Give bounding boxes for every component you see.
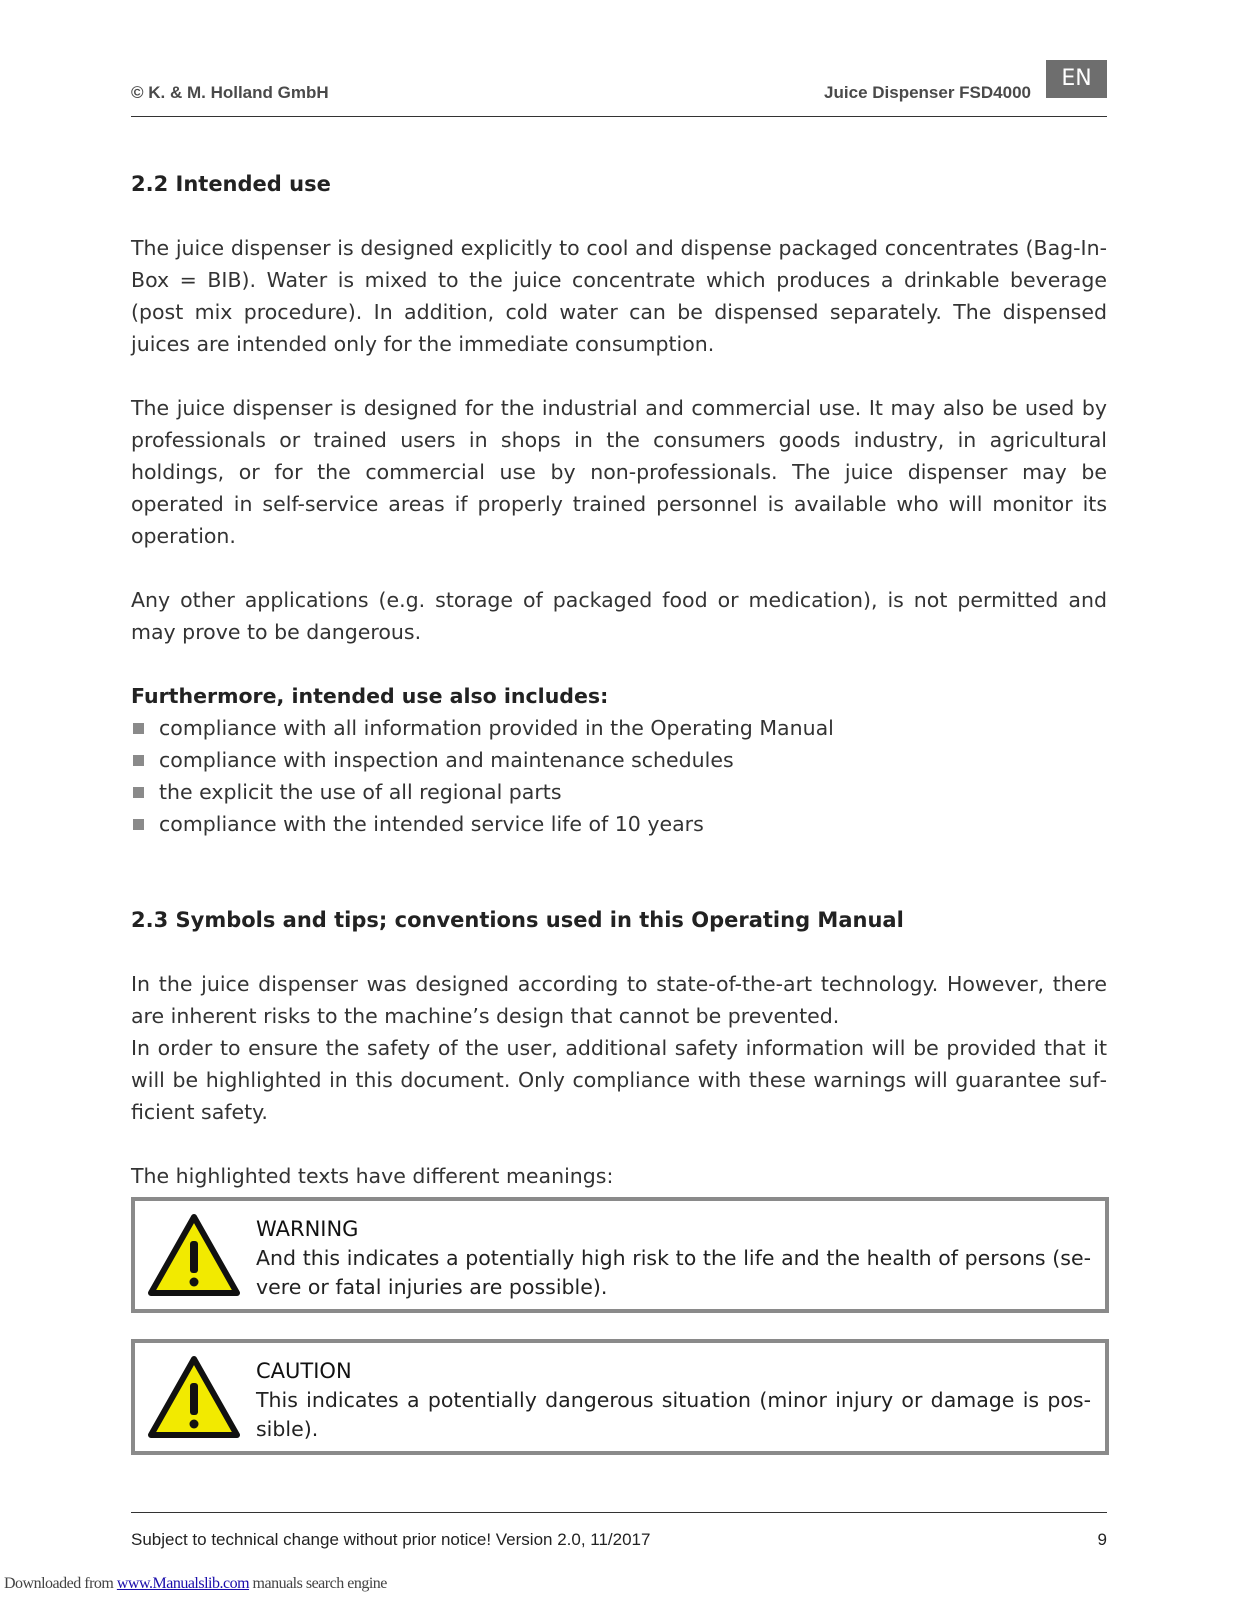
copyright-text: © K. & M. Holland GmbH — [131, 83, 329, 102]
caution-box — [131, 1339, 1109, 1455]
paragraph: The highlighted texts have different meanings: — [131, 1164, 614, 1188]
page-content — [131, 168, 1107, 1192]
paragraph: In the juice dispenser was designed according to state-of-the-art technology. However, there are inherent risks to the machine’s design that cannot be prevented. — [131, 972, 1107, 1028]
language-badge: EN — [1046, 60, 1107, 98]
page-header — [131, 60, 1107, 117]
paragraph: The juice dispenser is designed explicitly to cool and dispense packaged concentrates (Bag-In-Box = BIB). Water is mixed to the juice concentrate which produces a drinkable beverage (post mix procedure). In addition, cold water can be dispensed separately. The dispensed juices are intended only for the immediate consumption. — [131, 236, 1107, 356]
list-item: compliance with the intended service life of 10 years — [131, 808, 1107, 840]
paragraph: Any other applications (e.g. storage of packaged food or medication), is not permitted and may prove to be dangerous. — [131, 588, 1107, 644]
caution-title: CAUTION — [256, 1359, 352, 1383]
warning-box — [131, 1197, 1109, 1313]
includes-title: Furthermore, intended use also includes: — [131, 684, 609, 708]
paragraph: The juice dispenser is designed for the industrial and commercial use. It may also be used by professionals or trained users in shops in the consumers goods industry, in agricultural holdings, or for the commercial use by non-professionals. The juice dispenser may be operated in self-service areas if properly trained personnel is available who will monitor its operation. — [131, 396, 1107, 548]
caution-body: This indicates a potentially dangerous situation (minor injury or damage is possible). — [256, 1388, 1091, 1441]
square-bullet-icon — [133, 819, 144, 830]
square-bullet-icon — [133, 755, 144, 766]
warning-triangle-icon — [147, 1213, 241, 1297]
download-credit: Downloaded from www.Manualslib.com manuals search engine — [4, 1575, 387, 1592]
footer-note: Subject to technical change without prior notice! Version 2.0, 11/2017 — [131, 1530, 651, 1549]
section-heading-symbols: 2.3 Symbols and tips; conventions used in this Operating Manual — [131, 908, 904, 932]
page-number: 9 — [1097, 1530, 1107, 1549]
paragraph: In order to ensure the safety of the user, additional safety information will be provided that it will be highlighted in this document. Only compliance with these warnings will guarantee sufficient safety. — [131, 1036, 1107, 1124]
square-bullet-icon — [133, 787, 144, 798]
list-item: compliance with inspection and maintenance schedules — [131, 744, 1107, 776]
footer-divider — [131, 1512, 1107, 1513]
manualslib-link[interactable]: www.Manualslib.com — [116, 1575, 250, 1592]
document-title: Juice Dispenser FSD4000 — [824, 83, 1031, 102]
warning-body: And this indicates a potentially high risk to the life and the health of persons (severe or fatal injuries are possible). — [256, 1246, 1091, 1299]
list-item: compliance with all information provided in the Operating Manual — [131, 712, 1107, 744]
warning-triangle-icon — [147, 1355, 241, 1439]
bullet-list — [131, 712, 1107, 840]
list-item: the explicit the use of all regional parts — [131, 776, 1107, 808]
section-heading-intended-use: 2.2 Intended use — [131, 172, 331, 196]
square-bullet-icon — [133, 723, 144, 734]
warning-title: WARNING — [256, 1217, 359, 1241]
